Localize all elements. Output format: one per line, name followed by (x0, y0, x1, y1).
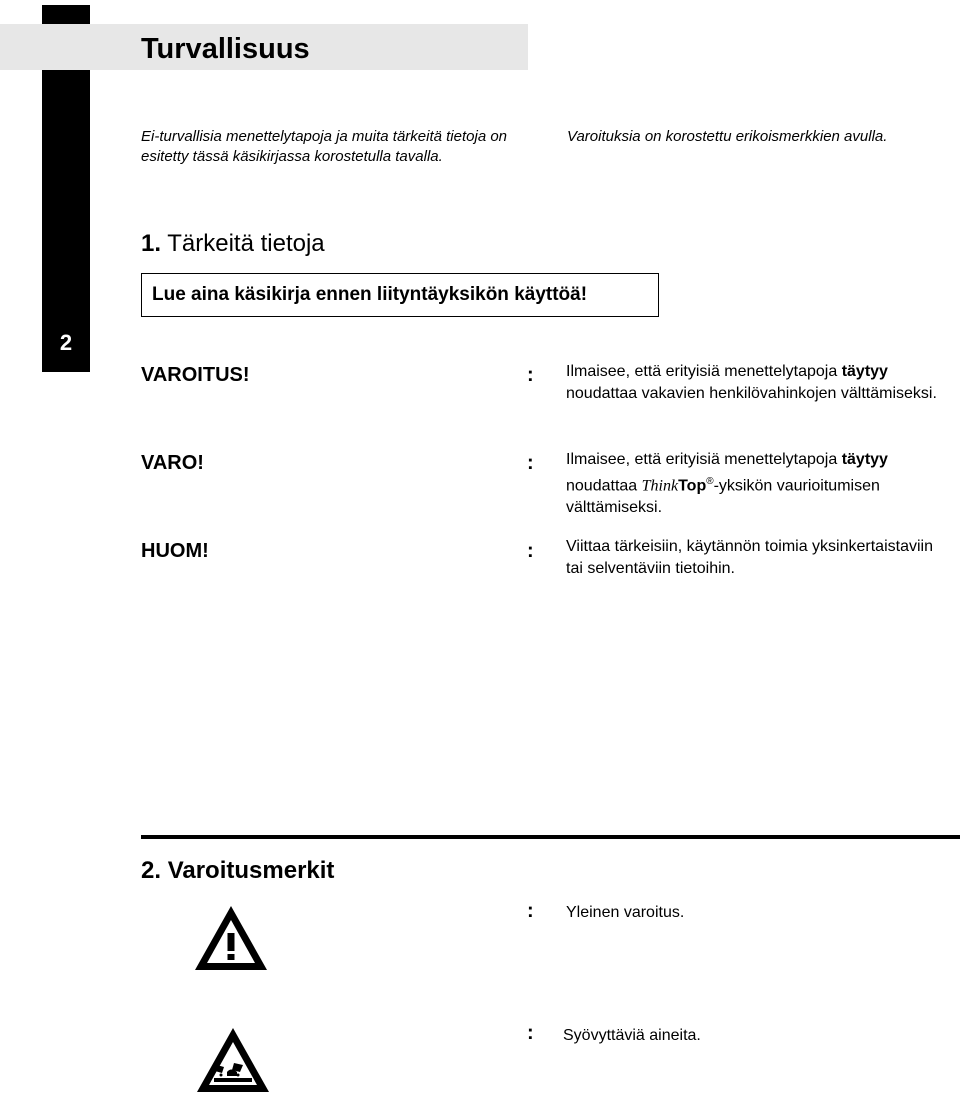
desc-varoitus: Ilmaisee, että erityisiä menettelytapoja täytyy noudattaa vakavien henkilövahinkojen välttämiseksi. (566, 363, 937, 402)
colon-general-warning: : (527, 900, 534, 922)
corrosive-substance-triangle-icon (194, 1025, 272, 1095)
section-2-heading (141, 856, 334, 886)
section-1-number: 1. (141, 230, 162, 257)
general-warning-triangle-icon (192, 903, 270, 973)
desc-general-warning: Yleinen varoitus. (566, 904, 685, 921)
term-huom: HUOM! (141, 540, 209, 562)
section-2-number: 2. (141, 857, 162, 884)
colon-corrosive: : (527, 1022, 534, 1044)
desc-corrosive: Syövyttäviä aineita. (563, 1027, 701, 1044)
section-1-title: Tärkeitä tietoja (167, 230, 325, 257)
section-2-title: Varoitusmerkit (167, 857, 335, 884)
section-1-heading (141, 229, 325, 259)
term-varo: VARO! (141, 452, 204, 474)
thinktop-brand-top: Top (678, 477, 707, 495)
read-manual-notice: Lue aina käsikirja ennen liityntäyksikön käyttöä! (152, 284, 588, 305)
chapter-number: 2 (59, 330, 73, 355)
section-divider (141, 835, 960, 839)
colon-varoitus: : (527, 364, 534, 386)
desc-varo: Ilmaisee, että erityisiä menettelytapoja täytyy noudattaa ThinkTop®-yksikön vaurioitumisen välttämiseksi. (566, 451, 888, 517)
intro-text-right: Varoituksia on korostettu erikoismerkkien avulla. (567, 128, 888, 145)
colon-varo: : (527, 452, 534, 474)
intro-text-left: Ei-turvallisia menettelytapoja ja muita tärkeitä tietoja on esitetty tässä käsikirjassa korostetulla tavalla. (141, 128, 508, 165)
term-varoitus: VAROITUS! (141, 364, 250, 386)
colon-huom: : (527, 540, 534, 562)
page-title: Turvallisuus (141, 33, 310, 65)
thinktop-brand-think: Think (641, 477, 679, 495)
desc-huom: Viittaa tärkeisiin, käytännön toimia yksinkertaistaviin tai selventäviin tietoihin. (566, 538, 933, 577)
read-manual-notice-box (141, 273, 659, 317)
